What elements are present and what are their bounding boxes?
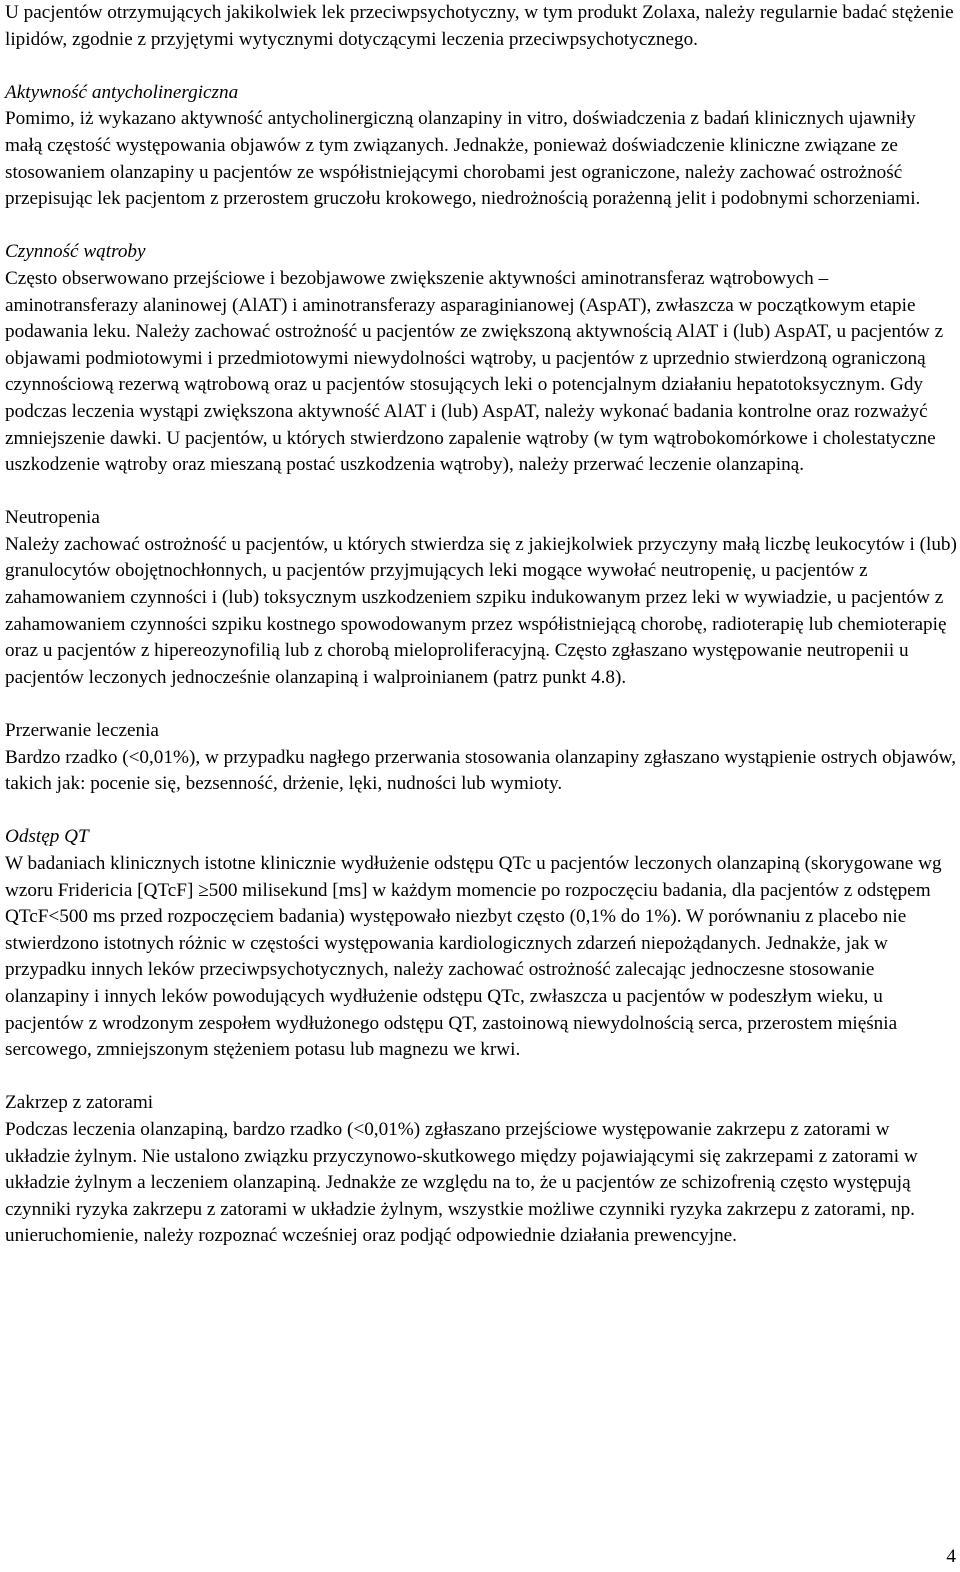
document-body [5, 0, 957, 1250]
intro-paragraph: U pacjentów otrzymujących jakikolwiek lek przeciwpsychotyczny, w tym produkt Zolaxa, należy regularnie badać stężenie lipidów, zgodnie z przyjętymi wytycznymi dotyczącymi leczenia przeciwpsychotycznego. [5, 2, 954, 50]
section-paragraph: Należy zachować ostrożność u pacjentów, u których stwierdza się z jakiejkolwiek przyczyny małą liczbę leukocytów i (lub) granulocytów obojętnochłonnych, u pacjentów przyjmujących leki mogące wywołać neutropenię, u pacjentów z zahamowaniem czynności i (lub) toksycznym uszkodzeniem szpiku indukowanym przez leki w wywiadzie, u pacjentów z zahamowaniem czynności szpiku kostnego spowodowanym przez współistniejącą chorobę, radioterapię lub chemioterapię oraz u pacjentów z hipereozynofilią lub z chorobą mieloproliferacyjną. Często zgłaszano występowanie neutropenii u pacjentów leczonych jednocześnie olanzapiną i walproinianem (patrz punkt 4.8). [5, 533, 957, 688]
section-liver [5, 239, 957, 478]
section-paragraph: Podczas leczenia olanzapiną, bardzo rzadko (<0,01%) zgłaszano przejściowe występowanie zakrzepu z zatorami w układzie żylnym. Nie ustalono związku przyczynowo-skutkowego między pojawiającymi się zakrzepami z zatorami w układzie żylnym a leczeniem olanzapiną. Jednakże ze względu na to, że u pacjentów ze schizofrenią często występują czynniki ryzyka zakrzepu z zatorami w układzie żylnym, wszystkie możliwe czynniki ryzyka zakrzepu z zatorami, np. unieruchomienie, należy rozpoznać wcześniej oraz podjąć odpowiednie działania prewencyjne. [5, 1118, 918, 1247]
section-heading: Przerwanie leczenia [5, 720, 159, 742]
section-heading: Czynność wątroby [5, 241, 146, 263]
section-heading: Neutropenia [5, 507, 100, 529]
section-paragraph: Pomimo, iż wykazano aktywność antycholinergiczną olanzapiny in vitro, doświadczenia z badań klinicznych ujawniły małą częstość występowania objawów z tym związanych. Jednakże, ponieważ doświadczenie kliniczne związane ze stosowaniem olanzapiny u pacjentów ze współistniejącymi chorobami jest ograniczone, należy zachować ostrożność przepisując lek pacjentom z przerostem gruczołu krokowego, niedrożnością porażenną jelit i podobnymi schorzeniami. [5, 108, 921, 210]
intro-section [5, 0, 957, 53]
section-heading: Odstęp QT [5, 826, 89, 848]
section-paragraph: Często obserwowano przejściowe i bezobjawowe zwiększenie aktywności aminotransferaz wątrobowych – aminotransferazy alaninowej (AlAT) i aminotransferazy asparaginianowej (AspAT), zwłaszcza w początkowym etapie podawania leku. Należy zachować ostrożność u pacjentów ze zwiększoną aktywnością AlAT i (lub) AspAT, u pacjentów z objawami podmiotowymi i przedmiotowymi niewydolności wątroby, u pacjentów z uprzednio stwierdzoną ograniczoną czynnościową rezerwą wątrobową oraz u pacjentów stosujących leki o potencjalnym działaniu hepatotoksycznym. Gdy podczas leczenia wystąpi zwiększona aktywność AlAT i (lub) AspAT, należy wykonać badania kontrolne oraz rozważyć zmniejszenie dawki. U pacjentów, u których stwierdzono zapalenie wątroby (w tym wątrobokomórkowe i cholestatyczne uszkodzenie wątroby oraz mieszaną postać uszkodzenia wątroby), należy przerwać leczenie olanzapiną. [5, 267, 944, 476]
section-qt-interval [5, 824, 957, 1063]
section-heading: Zakrzep z zatorami [5, 1092, 154, 1114]
section-heading: Aktywność antycholinergiczna [5, 81, 239, 103]
page-number: 4 [946, 1546, 956, 1567]
section-thromboembolism [5, 1090, 957, 1250]
section-discontinuation [5, 718, 957, 798]
section-paragraph: Bardzo rzadko (<0,01%), w przypadku nagłego przerwania stosowania olanzapiny zgłaszano wystąpienie ostrych objawów, takich jak: pocenie się, bezsenność, drżenie, lęki, nudności lub wymioty. [5, 746, 957, 795]
section-anticholinergic [5, 80, 957, 213]
section-paragraph: W badaniach klinicznych istotne klinicznie wydłużenie odstępu QTc u pacjentów leczonych olanzapiną (skorygowane wg wzoru Fridericia [QTcF] ≥500 milisekund [ms] w każdym momencie po rozpoczęciu badania, dla pacjentów z odstępem QTcF<500 ms przed rozpoczęciem badania) występowało niezbyt często (0,1% do 1%). W porównaniu z placebo nie stwierdzono istotnych różnic w częstości występowania kardiologicznych zdarzeń niepożądanych. Jednakże, jak w przypadku innych leków przeciwpsychotycznych, należy zachować ostrożność zalecając jednoczesne stosowanie olanzapiny i innych leków powodujących wydłużenie odstępu QTc, zwłaszcza u pacjentów w podeszłym wieku, u pacjentów z wrodzonym zespołem wydłużonego odstępu QT, zastoinową niewydolnością serca, przerostem mięśnia sercowego, zmniejszonym stężeniem potasu lub magnezu we krwi. [5, 853, 942, 1061]
section-neutropenia [5, 505, 957, 691]
